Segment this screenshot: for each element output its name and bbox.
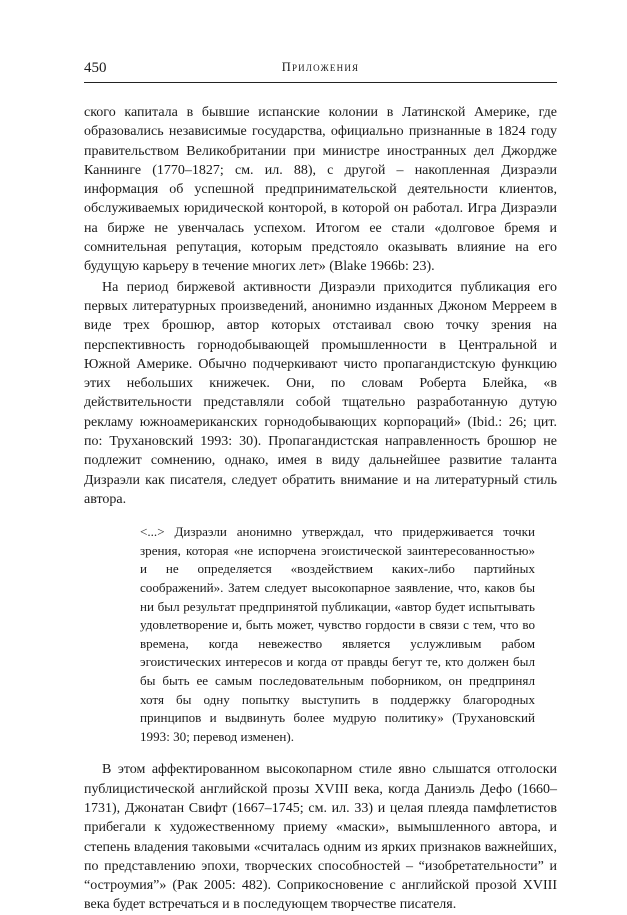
page-number: 450 [84, 60, 107, 76]
page-header [84, 60, 557, 83]
paragraph: В этом аффектированном высокопарном стиле явно слышатся отголоски публицистической английской прозы XVIII века, когда Даниэль Дефо (1660–1731), Джонатан Свифт (1667–1745; см. ил. 33) и целая плеяда памфлетистов прибегали к художественному приему «маски», вымышленного автора, и степень владения таковыми «считалась одним из ярких признаков важнейших, по представлению эпохи, творческих способностей – “изобретательности” и “остроумия”» (Рак 2005: 482). Соприкосновение с английской прозой XVIII века будет встречаться и в последующем творчестве писателя. [84, 762, 557, 913]
paragraph: На период биржевой активности Дизраэли приходится публикация его первых литературных произведений, анонимно изданных Джоном Меррeем в виде трех брошюр, автор которых отстаивал свою точку зрения на перспективность горнодобывающей промышленности в Центральной и Южной Америке. Обычно подчеркивают чисто пропагандистскую функцию этих небольших книжечек. Они, по словам Роберта Блейка, «в действительности представляли собой тщательно разработанную дутую рекламу южноамериканских горнодобывающих корпораций» (Ibid.: 26; цит. по: Трухановский 1993: 30). Пропагандистская направленность брошюр не подлежит сомнению, однако, имея в виду дальнейшее развитие таланта Дизраэли как писателя, следует обратить внимание и на литературный стиль автора. [84, 279, 557, 507]
running-title: Приложения [281, 60, 360, 74]
block-quote: <...> Дизраэли анонимно утверждал, что придерживается точки зрения, которая «не испорчена эгоистической заинтересованностью» и не определяется «воздействием каких-либо партийных соображений». Затем следует высокопарное заявление, что, каков бы ни был результат предпринятой публикации, «автор будет испытывать удовлетворение и, быть может, чувство гордости в связи с тем, что во времена, когда невежество является услужливым рабом эгоистических интересов и когда от правды бегут те, кто должен был бы быть ее самым последовательным поборником, он предпринял хотя бы одну попытку выступить в поддержку благородных принципов и выдвинуть более мудрую политику» (Трухановский 1993: 30; перевод изменен). [140, 524, 535, 744]
paragraph-continuation: ского капитала в бывшие испанские колонии в Латинской Америке, где образовались независимые государства, официально признанные в 1824 году правительством Великобритании при министре иностранных дел Джордже Каннинге (1770–1827; см. ил. 88), с другой – накопленная Дизраэли информация об успешной предпринимательской деятельности клиентов, обслуживаемых юридической конторой, в которой он работал. Игра Дизраэли на бирже не увенчалась успехом. Итогом ее стали «долговое бремя и сомнительная репутация, которым предстояло оказывать влияние на его будущую карьеру в течение многих лет» (Blake 1966b: 23). [84, 105, 557, 275]
main-text [84, 103, 557, 915]
